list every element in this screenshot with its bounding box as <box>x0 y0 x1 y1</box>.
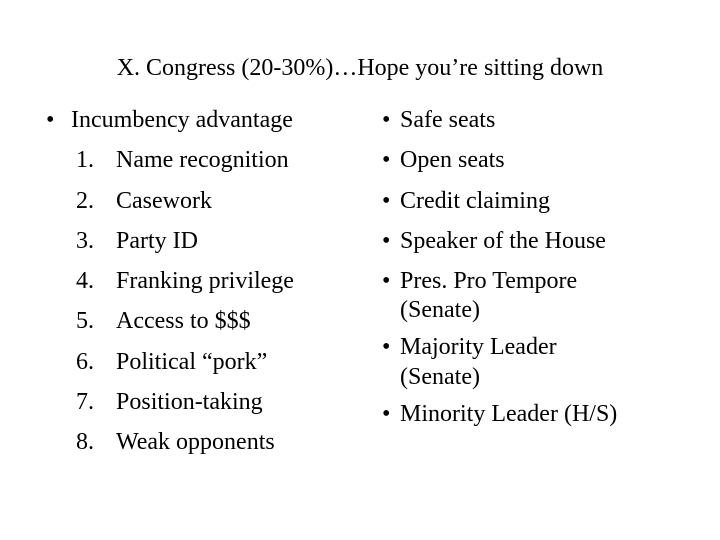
item-number: 7. <box>76 389 94 416</box>
item-text: Weak opponents <box>116 429 275 456</box>
bullet-item <box>382 221 682 261</box>
numbered-item <box>46 261 356 301</box>
bullet-item-incumbency <box>46 100 356 140</box>
numbered-item <box>46 181 356 221</box>
bullet-text: Pres. Pro Tempore <box>400 268 578 295</box>
item-number: 6. <box>76 348 94 375</box>
numbered-item <box>46 422 356 462</box>
item-text: Position-taking <box>116 389 263 416</box>
item-text: Political “pork” <box>116 348 268 375</box>
item-text: Party ID <box>116 227 198 254</box>
numbered-item <box>46 342 356 382</box>
bullet-item <box>382 100 682 140</box>
item-text: Casework <box>116 187 212 214</box>
bullet-icon: • <box>46 107 55 133</box>
bullet-item <box>382 181 682 221</box>
bullet-text-continued: (Senate) <box>400 363 480 390</box>
bullet-icon: • <box>382 227 391 254</box>
bullet-item <box>382 261 682 327</box>
bullet-text-continued: (Senate) <box>400 297 480 324</box>
bullet-text: Incumbency advantage <box>71 107 293 133</box>
item-text: Access to $$$ <box>116 308 251 335</box>
right-column <box>382 100 682 434</box>
bullet-text: Open seats <box>400 147 505 174</box>
bullet-text: Minority Leader (H/S) <box>400 400 618 427</box>
numbered-item <box>46 140 356 180</box>
bullet-icon: • <box>382 334 391 361</box>
bullet-text: Safe seats <box>400 107 496 133</box>
item-number: 3. <box>76 227 94 254</box>
bullet-item <box>382 140 682 180</box>
item-number: 2. <box>76 187 94 214</box>
item-text: Name recognition <box>116 147 289 174</box>
item-text: Franking privilege <box>116 268 294 295</box>
bullet-icon: • <box>382 147 391 174</box>
numbered-item <box>46 221 356 261</box>
bullet-text: Majority Leader <box>400 334 557 361</box>
bullet-icon: • <box>382 268 391 295</box>
bullet-icon: • <box>382 400 391 427</box>
slide-title: X. Congress (20-30%)…Hope you’re sitting down <box>116 55 604 81</box>
item-number: 1. <box>76 147 94 174</box>
bullet-text: Credit claiming <box>400 187 550 214</box>
bullet-item <box>382 327 682 393</box>
item-number: 8. <box>76 429 94 456</box>
bullet-item <box>382 394 682 434</box>
numbered-item <box>46 301 356 341</box>
item-number: 5. <box>76 308 94 335</box>
bullet-icon: • <box>382 107 391 133</box>
bullet-icon: • <box>382 187 391 214</box>
bullet-text: Speaker of the House <box>400 227 606 254</box>
item-number: 4. <box>76 268 94 295</box>
left-column <box>46 100 356 463</box>
numbered-item <box>46 382 356 422</box>
